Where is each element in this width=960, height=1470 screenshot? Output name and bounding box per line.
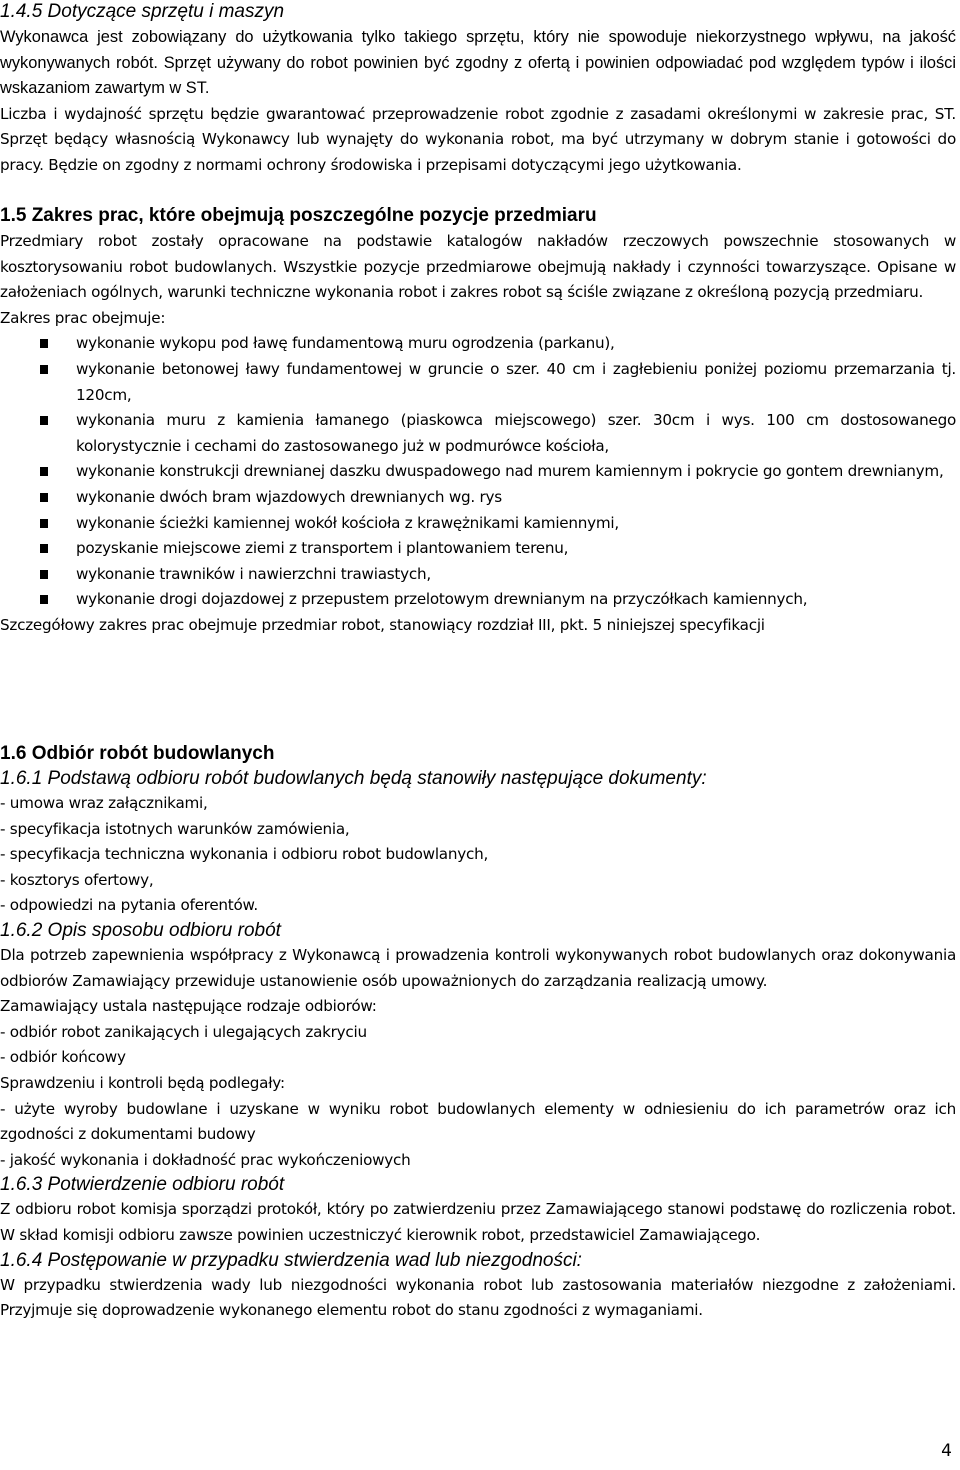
list-item-text: wykonanie trawników i nawierzchni trawiastych,	[76, 564, 431, 583]
paragraph: Przedmiary robot zostały opracowane na podstawie katalogów nakładów rzeczowych powszechnie stosowanych w kosztorysowaniu robot budowlanych. Wszystkie pozycje przedmiarowe obejmują nakłady i czynności towarzyszące. Opisane w założeniach ogólnych, warunki techniczne wykonania robot i zakres robot są ściśle związane z określoną pozycją przedmiaru.	[0, 232, 956, 302]
section-1-6	[0, 742, 956, 1324]
list-item	[0, 331, 956, 357]
section-1-4-5	[0, 0, 956, 179]
list-item: - specyfikacja techniczna wykonania i odbioru robot budowlanych,	[0, 845, 489, 864]
section-1-5	[0, 204, 956, 639]
subsection-heading: 1.6.1 Podstawą odbioru robót budowlanych będą stanowiły następujące dokumenty:	[0, 768, 707, 789]
list-intro: Zakres prac obejmuje:	[0, 308, 166, 327]
list-item: - kosztorys ofertowy,	[0, 870, 154, 889]
list-item-text: wykonanie betonowej ławy fundamentowej w gruncie o szer. 40 cm i zagłebieniu poniżej poziomu przemarzania tj. 120cm,	[76, 359, 956, 404]
square-bullet-icon	[40, 544, 48, 553]
list-item	[0, 536, 956, 562]
section-heading: 1.5 Zakres prac, które obejmują poszczególne pozycje przedmiaru	[0, 205, 597, 226]
list-item-text: wykonania muru z kamienia łamanego (piaskowca miejscowego) szer. 30cm i wys. 100 cm dostosowanego kolorystycznie i cechami do zastosowanego już w podmurówce kościoła,	[76, 411, 956, 455]
paragraph: W przypadku stwierdzenia wady lub niezgodności wykonania robot lub zastosowania materiałów niezgodne z założeniami. Przyjmuje się doprowadzenie wykonanego elementu robot do stanu zgodności z wymaganiami.	[0, 1275, 956, 1320]
list-item	[0, 485, 956, 511]
list-item	[0, 408, 956, 459]
page-number: 4	[941, 1441, 952, 1461]
square-bullet-icon	[40, 467, 48, 476]
list-item: - użyte wyroby budowlane i uzyskane w wyniku robot budowlanych elementy w odniesieniu do ich parametrów oraz ich zgodności z dokumentami budowy	[0, 1099, 956, 1144]
list-item-text: wykonanie dwóch bram wjazdowych drewnianych wg. rys	[76, 487, 502, 506]
list-item: - odpowiedzi na pytania oferentów.	[0, 896, 258, 915]
list-item: - specyfikacja istotnych warunków zamówienia,	[0, 819, 350, 838]
square-bullet-icon	[40, 570, 48, 579]
list-item	[0, 587, 956, 613]
square-bullet-icon	[40, 519, 48, 528]
paragraph-text: Liczba i wydajność sprzętu będzie gwarantować przeprowadzenie robot zgodnie z zasadami określonymi w zakresie prac, ST.	[0, 104, 956, 123]
list-item-text: wykonanie konstrukcji drewnianej daszku dwuspadowego nad murem kamiennym i pokrycie go gontem drewnianym,	[76, 462, 944, 481]
list-item	[0, 562, 956, 588]
paragraph	[0, 102, 956, 179]
list-item	[0, 511, 956, 537]
subsection-heading: 1.6.2 Opis sposobu odbioru robót	[0, 919, 281, 941]
list-item: - umowa wraz załącznikami,	[0, 794, 208, 812]
paragraph-text: Wykonawca jest zobowiązany do użytkowania tylko takiego sprzętu, który nie spowoduje niekorzystnego wpływu, na jakość wykonywanych robót. Sprzęt używany do robot powinien być zgodny z ofertą i powinien odpowiadać pod względem typów i ilości wskazaniom zawartym w ST.	[0, 28, 956, 98]
list-item-text: wykonanie drogi dojazdowej z przepustem przelotowym drewnianym na przyczółkach kamiennych,	[76, 590, 808, 609]
square-bullet-icon	[40, 339, 48, 348]
list-item: - odbiór robot zanikających i ulegających zakryciu	[0, 1022, 367, 1041]
square-bullet-icon	[40, 595, 48, 604]
closing-paragraph: Szczegółowy zakres prac obejmuje przedmiar robot, stanowiący rozdział III, pkt. 5 niniejszej specyfikacji	[0, 615, 765, 634]
list-item-text: wykonanie ścieżki kamiennej wokół kościoła z krawężnikami kamiennymi,	[76, 513, 619, 532]
square-bullet-icon	[40, 416, 48, 425]
subsection-heading: 1.6.3 Potwierdzenie odbioru robót	[0, 1174, 285, 1196]
paragraph: Dla potrzeb zapewnienia współpracy z Wykonawcą i prowadzenia kontroli wykonywanych robot budowlanych oraz dokonywania odbiorów Zamawiający przewiduje ustanowienie osób upoważnionych do zarządzania realizacją umowy.	[0, 945, 956, 990]
paragraph: Z odbioru robot komisja sporządzi protokół, który po zatwierdzeniu przez Zamawiającego stanowi podstawę do rozliczenia robot. W skład komisji odbioru zawsze powinien uczestniczyć kierownik robot, przedstawiciel Zamawiającego.	[0, 1200, 956, 1244]
list-item	[0, 459, 956, 485]
paragraph	[0, 25, 956, 102]
section-heading: 1.6 Odbiór robót budowlanych	[0, 743, 275, 764]
paragraph: Sprawdzeniu i kontroli będą podlegały:	[0, 1073, 285, 1092]
section-heading: 1.4.5 Dotyczące sprzętu i maszyn	[0, 1, 285, 22]
square-bullet-icon	[40, 493, 48, 502]
paragraph: Zamawiający ustala następujące rodzaje odbiorów:	[0, 997, 377, 1016]
scope-list	[0, 331, 956, 613]
list-item: - odbiór końcowy	[0, 1048, 126, 1067]
list-item	[0, 357, 956, 408]
document-list	[0, 791, 956, 919]
list-item: - jakość wykonania i dokładność prac wykończeniowych	[0, 1150, 411, 1169]
paragraph-text: Sprzęt będący własnością Wykonawcy lub wynajęty do wykonania robot, ma być utrzymany w dobrym stanie i gotowości do pracy. Będzie on zgodny z normami ochrony środowiska i przepisami dotyczącymi jego użytkowania.	[0, 130, 956, 174]
list-item-text: pozyskanie miejscowe ziemi z transportem i plantowaniem terenu,	[76, 539, 569, 558]
square-bullet-icon	[40, 365, 48, 374]
subsection-heading: 1.6.4 Postępowanie w przypadku stwierdzenia wad lub niezgodności:	[0, 1249, 582, 1271]
list-item-text: wykonanie wykopu pod ławę fundamentową muru ogrodzenia (parkanu),	[76, 334, 615, 353]
